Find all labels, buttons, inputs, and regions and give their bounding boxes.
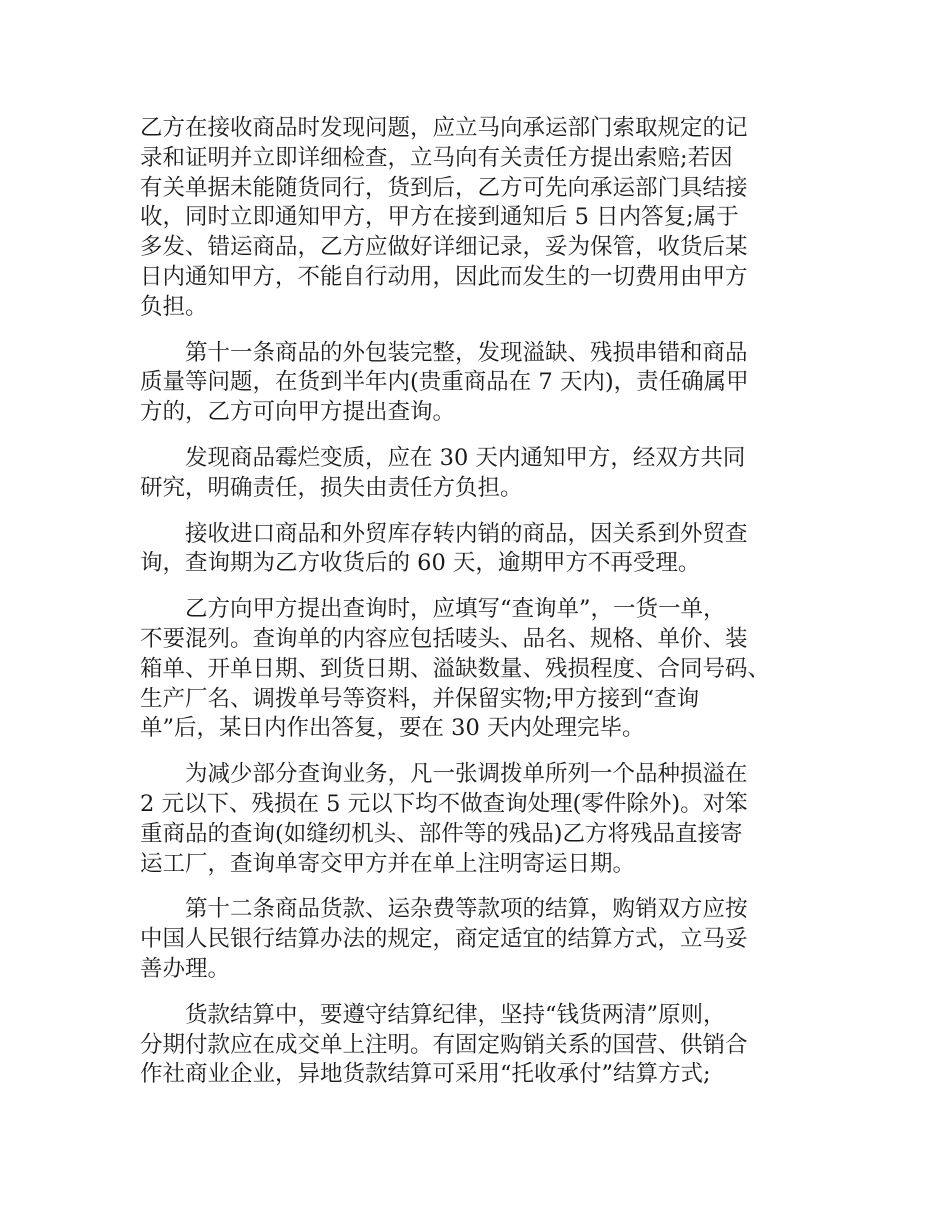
- paragraph-settlement-discipline: 货款结算中，要遵守结算纪律，坚持“钱货两清”原则， 分期付款应在成交单上注明。有固定购销关系的国营、供销合 作社商业企业，异地货款结算可采用“托收承付”结算方式;: [140, 1001, 748, 1088]
- paragraph-reduce-inquiries: 为减少部分查询业务，凡一张调拨单所列一个品种损溢在 2 元以下、残损在 5 元以下均不做查询处理(零件除外)。对笨 重商品的查询(如缝纫机头、部件等的残品)乙方将残品直接寄 运工厂，查询单寄交甲方并在单上注明寄运日期。: [140, 761, 748, 877]
- paragraph-imported-goods: 接收进口商品和外贸库存转内销的商品，因关系到外贸查 询，查询期为乙方收货后的 60 天，逾期甲方不再受理。: [140, 520, 748, 577]
- paragraph-article-11: 第十一条商品的外包装完整，发现溢缺、残损串错和商品 质量等问题，在货到半年内(贵重商品在 7 天内)，责任确属甲 方的，乙方可向甲方提出查询。: [140, 339, 749, 426]
- document-body: [140, 114, 830, 1106]
- paragraph-article-12: 第十二条商品货款、运杂费等款项的结算，购销双方应按 中国人民银行结算办法的规定，商定适宜的结算方式，立马妥 善办理。: [140, 896, 748, 982]
- paragraph-spoilage: 发现商品霉烂变质，应在 30 天内通知甲方，经双方共同 研究，明确责任，损失由责任方负担。: [140, 444, 746, 501]
- paragraph-receipt-inspection: 乙方在接收商品时发现问题，应立马向承运部门索取规定的记 录和证明并立即详细检查，立马向有关责任方提出索赔;若因 有关单据未能随货同行，货到后，乙方可先向承运部门具结接 收，同时立即通知甲方，甲方在接到通知后 5 日内答复;属于 多发、错运商品，乙方应做好详细记录，妥为保管，收货后某 日内通知甲方，不能自行动用，因此而发生的一切费用由甲方 负担。: [140, 115, 748, 320]
- paragraph-inquiry-form: 乙方向甲方提出查询时，应填写“查询单”，一货一单， 不要混列。查询单的内容应包括唛头、品名、规格、单价、装 箱单、开单日期、到货日期、溢缺数量、残损程度、合同号码、 生产厂名、调拨单号等资料，并保留实物;甲方接到“查询 单”后，某日内作出答复，要在 30 天内处理完毕。: [140, 596, 771, 742]
